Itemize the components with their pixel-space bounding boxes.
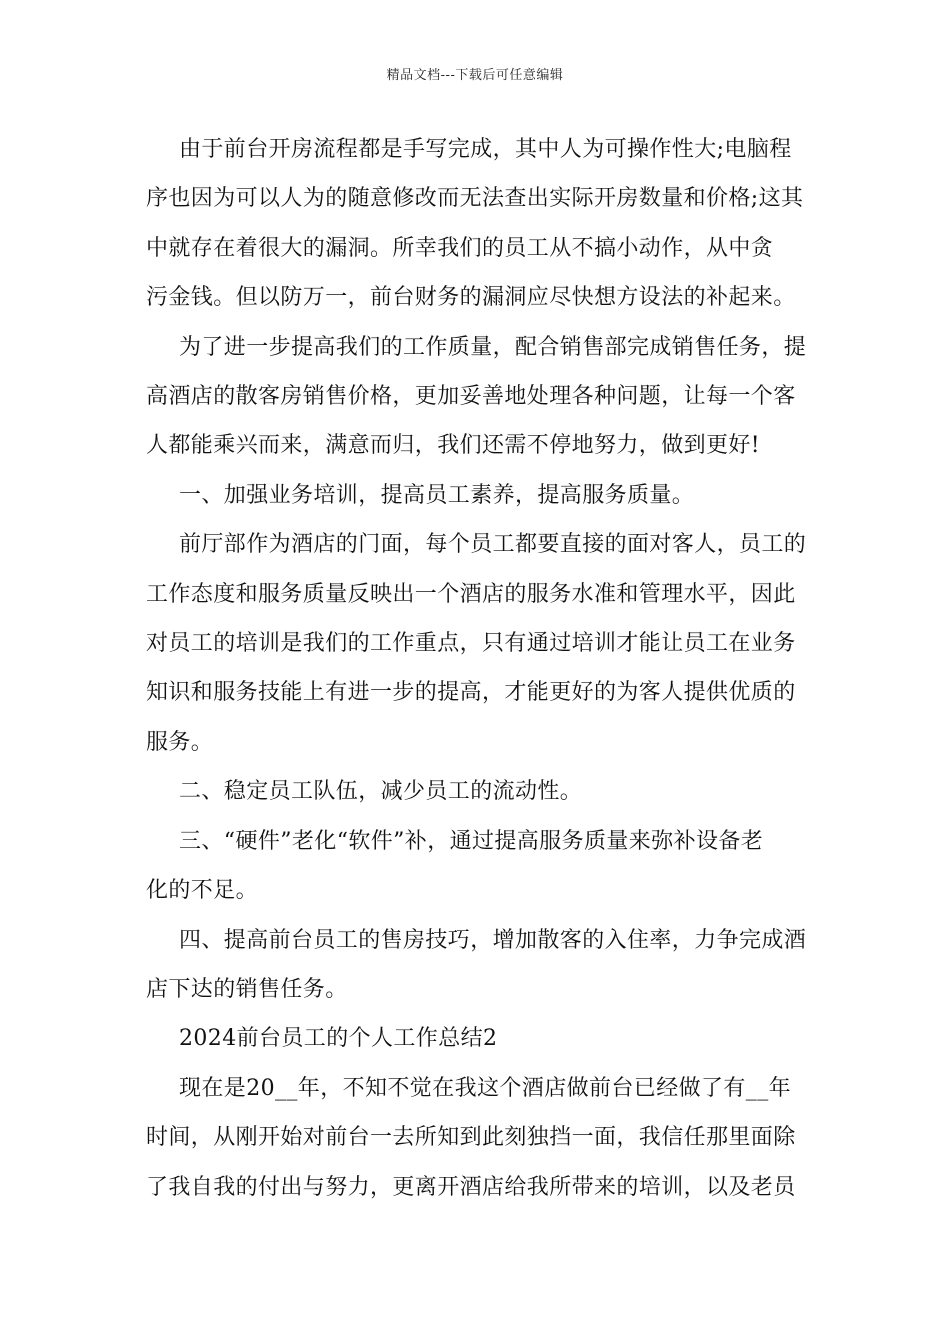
text-line: 序也因为可以人为的随意修改而无法查出实际开房数量和价格;这其 — [146, 186, 804, 212]
text-line: 四、提高前台员工的售房技巧，增加散客的入住率，力争完成酒 — [179, 927, 807, 953]
text-line: 了我自我的付出与努力，更离开酒店给我所带来的培训，以及老员 — [146, 1174, 796, 1200]
text-line: 中就存在着很大的漏洞。所幸我们的员工从不搞小动作，从中贪 — [146, 235, 774, 261]
text-line: 工作态度和服务质量反映出一个酒店的服务水准和管理水平，因此 — [146, 581, 796, 607]
text-line: 为了进一步提高我们的工作质量，配合销售部完成销售任务，提 — [179, 334, 807, 360]
paragraph-staff-training — [146, 520, 808, 767]
document-body — [146, 125, 808, 1212]
text-line: 高酒店的散客房销售价格，更加妥善地处理各种问题，让每一个客 — [146, 384, 796, 410]
article-title — [146, 1014, 808, 1063]
text-line: 人都能乘兴而来，满意而归，我们还需不停地努力，做到更好! — [146, 433, 761, 459]
text-line: 一、加强业务培训，提高员工素养，提高服务质量。 — [179, 482, 695, 508]
text-line: 化的不足。 — [146, 878, 259, 904]
text-line: 服务。 — [146, 729, 214, 755]
page-header: 精品文档---下载后可任意编辑 — [386, 68, 564, 83]
text-line: 污金钱。但以防万一，前台财务的漏洞应尽快想方设法的补起来。 — [146, 285, 796, 311]
section-heading-four — [146, 916, 808, 1015]
text-line: 时间，从刚开始对前台一去所知到此刻独挡一面，我信任那里面除 — [146, 1125, 796, 1151]
text-line: 二、稳定员工队伍，减少员工的流动性。 — [179, 779, 583, 805]
section-heading-two — [146, 767, 808, 816]
text-line: 三、“硬件”老化“软件”补，通过提高服务质量来弥补设备老 — [179, 828, 764, 854]
paragraph-front-desk-loopholes — [146, 125, 808, 323]
paragraph-work-summary — [146, 1064, 808, 1212]
text-line: 由于前台开房流程都是手写完成，其中人为可操作性大;电脑程 — [179, 137, 792, 162]
text-line: 对员工的培训是我们的工作重点，只有通过培训才能让员工在业务 — [146, 631, 796, 657]
text-line: 知识和服务技能上有进一步的提高，才能更好的为客人提供优质的 — [146, 680, 796, 706]
text-line: 前厅部作为酒店的门面，每个员工都要直接的面对客人，员工的 — [179, 532, 807, 558]
section-heading-one — [146, 471, 808, 520]
paragraph-improve-quality — [146, 323, 808, 471]
section-heading-three — [146, 817, 808, 916]
text-line: 现在是20__年，不知不觉在我这个酒店做前台已经做了有__年 — [179, 1075, 791, 1101]
text-line: 2024前台员工的个人工作总结2 — [179, 1026, 498, 1052]
text-line: 店下达的销售任务。 — [146, 976, 348, 1002]
